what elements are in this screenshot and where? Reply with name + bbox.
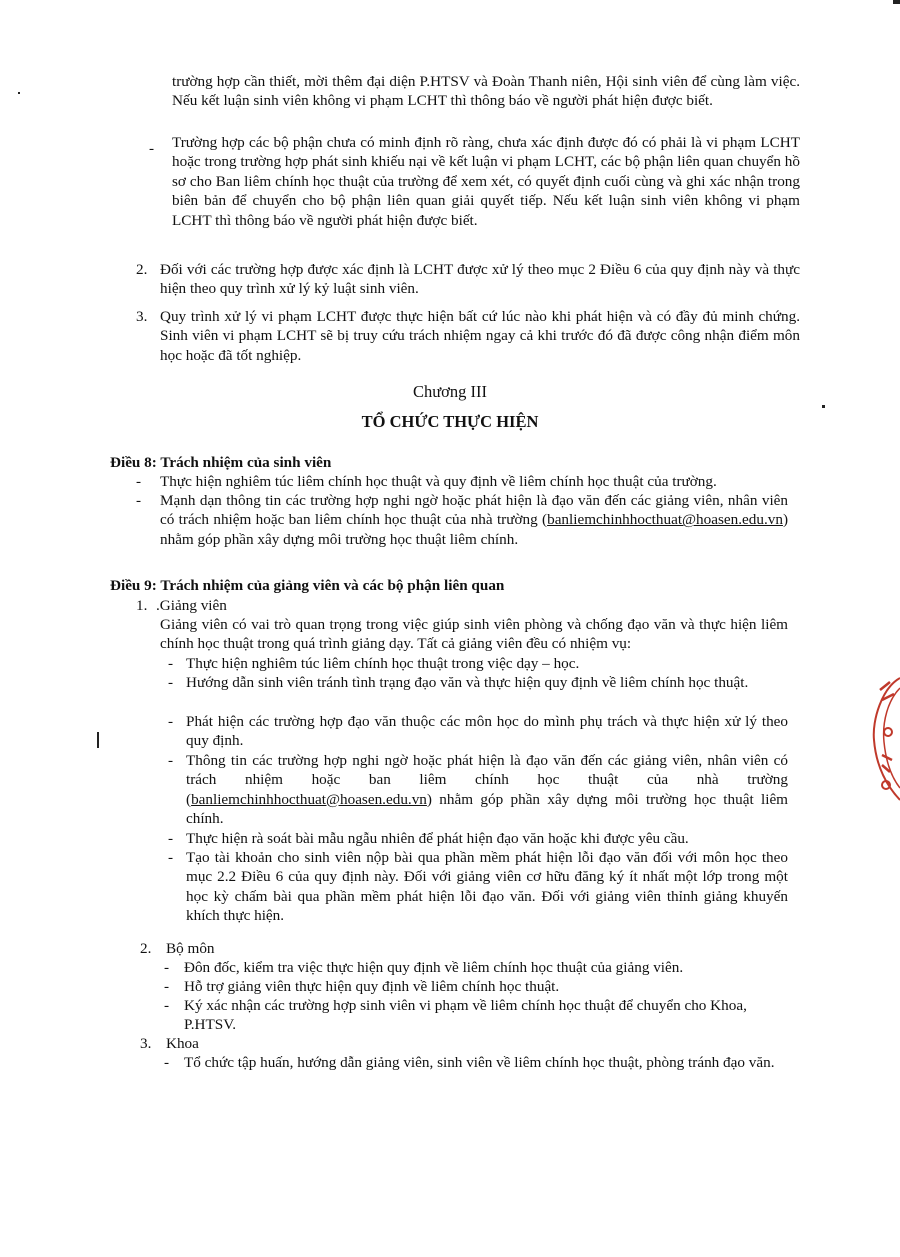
item-number: 3. (136, 308, 148, 325)
section-3-title: Khoa (166, 1035, 199, 1052)
bullet-dash: - (168, 713, 174, 730)
bullet-dash: - (164, 1054, 170, 1071)
article-8-bullet-1: Thực hiện nghiêm túc liêm chính học thuật và quy định về liêm chính học thuật của trường. (160, 473, 717, 490)
article-9-heading: Điều 9: Trách nhiệm của giảng viên và các bộ phận liên quan (110, 577, 505, 594)
section-3-bullet-1: Tổ chức tập huấn, hướng dẫn giảng viên, sinh viên về liêm chính học thuật, phòng tránh đạo văn. (184, 1054, 775, 1071)
paragraph-bullet-complaints: Trường hợp các bộ phận chưa có minh định rõ ràng, chưa xác định được đó có phải là vi phạm LCHT hoặc trong trường hợp phát sinh khiếu nại về kết luận vi phạm LCHT, các bộ phận liên quan chuyển hồ sơ cho Ban liêm chính học thuật của trường để xem xét, có quyết định cuối cùng và ghi xác nhận trong biên bản để chuyển cho bộ phận liên quan giải quyết tiếp. Nếu kết luận sinh viên không vi phạm LCHT thì thông báo về người phát hiện được biết. (172, 134, 800, 229)
section-2-title: Bộ môn (166, 940, 215, 957)
bullet-dash: - (168, 849, 174, 866)
section-2-bullet-1: Đôn đốc, kiểm tra việc thực hiện quy định về liêm chính học thuật của giảng viên. (184, 959, 684, 976)
section-1-bullet-4 (186, 751, 788, 829)
bullet-dash: - (164, 978, 170, 995)
section-1-bullet-2: Hướng dẫn sinh viên tránh tình trạng đạo văn và thực hiện quy định về liêm chính học thuật. (186, 674, 749, 691)
section-1-title: .Giảng viên (156, 597, 227, 614)
bullet-dash: - (136, 492, 142, 509)
item-2-text: Đối với các trường hợp được xác định là LCHT được xử lý theo mục 2 Điều 6 của quy định này và thực hiện theo quy trình xử lý kỷ luật sinh viên. (160, 261, 800, 298)
section-number: 2. (140, 940, 152, 957)
article-8-heading: Điều 8: Trách nhiệm của sinh viên (110, 454, 332, 471)
scan-dot (18, 92, 20, 94)
paragraph-continuation: trường hợp cần thiết, mời thêm đại diện P.HTSV và Đoàn Thanh niên, Hội sinh viên để cùng làm việc. Nếu kết luận sinh viên không vi phạm LCHT thì thông báo về người phát hiện được biết. (172, 73, 800, 110)
bullet-dash: - (149, 140, 155, 157)
item-number: 2. (136, 261, 148, 278)
bullet-dash: - (168, 655, 174, 672)
bullet-dash: - (168, 674, 174, 691)
bullet-dash: - (168, 752, 174, 769)
article-8-bullet-2 (160, 491, 788, 549)
section-1-bullet-6: Tạo tài khoản cho sinh viên nộp bài qua phần mềm phát hiện lỗi đạo văn đối với môn học theo mục 2.2 Điều 6 của quy định này. Đối với giảng viên cơ hữu đăng ký ít nhất một lớp trong một học kỳ chấm bài qua phần mềm phát hiện lỗi đạo văn. Đối với giảng viên thỉnh giảng khuyến khích thực hiện. (186, 849, 788, 925)
section-2-bullet-3: Ký xác nhận các trường hợp sinh viên vi phạm về liêm chính học thuật để chuyển cho Khoa, P.HTSV. (184, 997, 747, 1034)
section-number: 1. (136, 597, 148, 614)
section-1-bullet-1: Thực hiện nghiêm túc liêm chính học thuật trong việc dạy – học. (186, 655, 580, 672)
bullet-text-end: ) nhằm góp phần xây dựng môi trường học thuật liêm chính. (186, 790, 788, 828)
chapter-label: Chương III (412, 382, 488, 401)
stamp-icon (860, 660, 900, 810)
bullet-dash: - (164, 997, 170, 1014)
section-2-bullet-2: Hỗ trợ giảng viên thực hiện quy định về liêm chính học thuật. (184, 978, 560, 995)
section-1-bullet-3: Phát hiện các trường hợp đạo văn thuộc các môn học do mình phụ trách và thực hiện xử lý theo quy định. (186, 713, 788, 750)
scan-mark (893, 0, 900, 4)
section-1-intro: Giảng viên có vai trò quan trọng trong việc giúp sinh viên phòng và chống đạo văn và thực hiện liêm chính học thuật trong quá trình giảng dạy. Tất cả giảng viên đều có nhiệm vụ: (160, 616, 788, 653)
email-link[interactable]: banliemchinhhocthuat@hoasen.edu.vn (191, 790, 427, 808)
chapter-title: TỔ CHỨC THỰC HIỆN (361, 412, 539, 431)
bullet-text-end: ) nhằm góp phần xây dựng môi trường học thuật liêm chính. (160, 511, 788, 548)
bullet-dash: - (136, 473, 142, 490)
item-3-text: Quy trình xử lý vi phạm LCHT được thực hiện bất cứ lúc nào khi phát hiện và có đầy đủ minh chứng. Sinh viên vi phạm LCHT sẽ bị truy cứu trách nhiệm ngay cả khi trước đó đã được công nhận điểm môn học hoặc đã tốt nghiệp. (160, 308, 800, 364)
section-number: 3. (140, 1035, 152, 1052)
bullet-text-start: Mạnh dạn thông tin các trường hợp nghi ngờ hoặc phát hiện là đạo văn đến các giảng viên, nhân viên có trách nhiệm hoặc ban liêm chính học thuật của nhà trường ( (160, 492, 788, 529)
bullet-dash: - (164, 959, 170, 976)
email-link[interactable]: banliemchinhhocthuat@hoasen.edu.vn (547, 511, 783, 529)
section-1-bullet-5: Thực hiện rà soát bài mẫu ngẫu nhiên để phát hiện đạo văn hoặc khi được yêu cầu. (186, 830, 689, 847)
scan-dot (822, 405, 825, 408)
bullet-dash: - (168, 830, 174, 847)
scan-mark (97, 732, 99, 748)
bullet-text-start: Thông tin các trường hợp nghi ngờ hoặc phát hiện là đạo văn đến các giảng viên, nhân viên có trách nhiệm hoặc ban liêm chính học thuật của nhà trường ( (186, 752, 788, 808)
